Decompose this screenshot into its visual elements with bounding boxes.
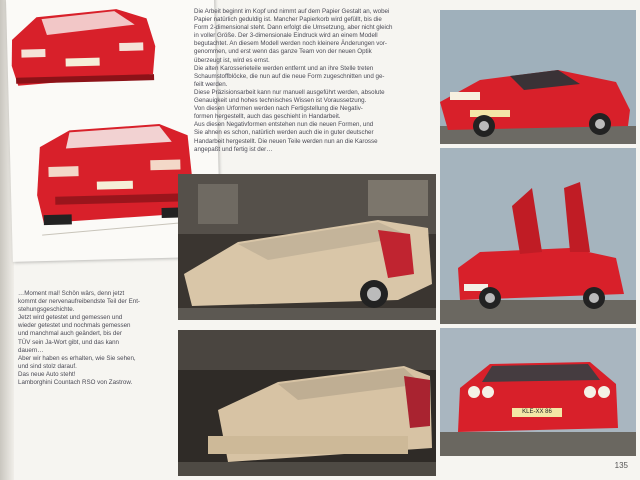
photo-foam-mold-top: [178, 174, 436, 320]
license-plate-front: KLE-XX 86: [522, 409, 552, 415]
story-paragraph: …Moment mal! Schön wärs, denn jetzt kommt der nervenaufreibendste Teil der Ent- stehungsgeschichte. Jetzt wird getestet und gemessen und wieder getestet und nochmals gemessen und manchmal auch geändert, bis der TÜV sein Ja-Wort gibt, und das kann dauern… Aber wir haben es erhalten, wie Sie sehen, und sind stolz darauf. Das neue Auto steht! Lamborghini Countach RSO von Zastrow.: [18, 290, 140, 387]
page-number: 135: [614, 461, 628, 470]
sketch-front-view: [10, 8, 156, 86]
photo-car-front-view: [440, 328, 636, 456]
intro-paragraph: Die Arbeit beginnt im Kopf und nimmt auf dem Papier Gestalt an, wobei Papier natürlich geduldig ist. Mancher Papierkorb wird gefüllt, bis die Form 2-dimensional steht. Dann erfolgt die Umsetzung, aber nicht gleich in voller Größe. Der 3-dimensionale Eindruck wird an einem Modell begutachtet. An diesem Modell werden noch kleinere Änderungen vor- genommen, und erst wenn das ganze Team von der neuen Optik überzeugt ist, wird es ernst. Die alten Karosserieteile werden entfernt und an ihre Stelle treten Schaumstoffblöcke, die nun auf die neue Form zugeschnitten und ge- feilt werden. Diese Präzisionsarbeit kann nur manuell ausgeführt werden, absolute Genauigkeit und hohes technisches Wissen ist Voraussetzung. Von diesen Urformen werden nach Fertigstellung die Negativ- formen hergestellt, auch das geschieht in Handarbeit. Aus diesen Negativformen entstehen nun die neuen Formen, und Sie ahnen es schon, natürlich werden auch die in guter deutscher Handarbeit hergestellt. Die neuen Teile werden nun an die Karosse angepaßt und fertig ist der…: [194, 8, 393, 153]
photo-foam-mold-bottom: [178, 330, 436, 476]
photo-car-doors-open: [440, 148, 636, 324]
photo-car-front-quarter: [440, 10, 636, 144]
